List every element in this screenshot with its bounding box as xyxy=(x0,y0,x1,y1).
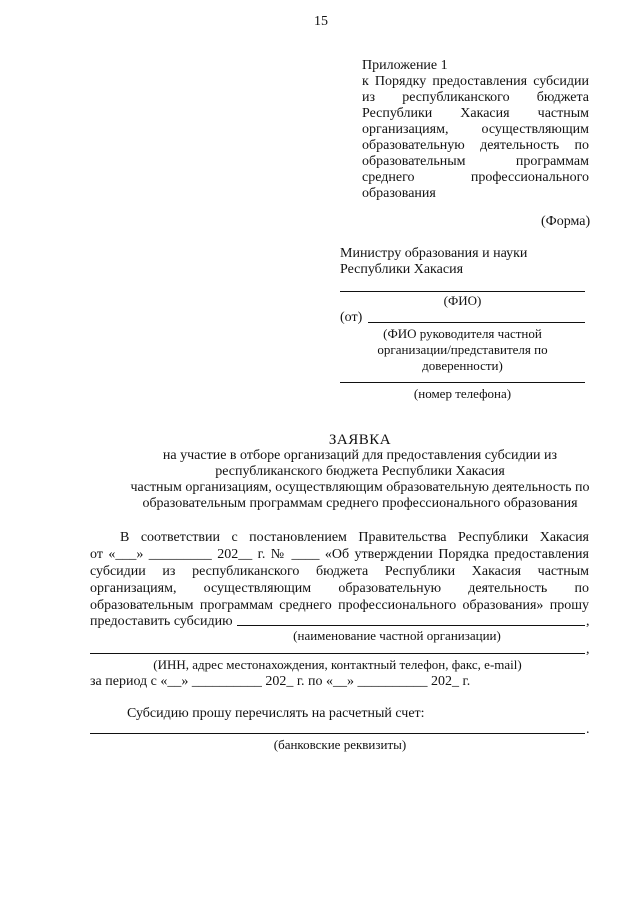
comma: , xyxy=(586,642,590,657)
grant-prefix: предоставить субсидию xyxy=(90,614,233,629)
subtitle-line: республиканского бюджета Республики Хакасия xyxy=(215,464,505,479)
appendix-line: к Порядку предоставления субсидии xyxy=(362,74,589,89)
appendix-line: Республики Хакасия частным xyxy=(362,106,589,121)
body-line: образовательным программам среднего профессионального образования» прошу xyxy=(90,598,589,613)
from-prefix: (от) xyxy=(340,310,363,325)
fio-field-line xyxy=(340,291,585,292)
from-field-line xyxy=(368,322,585,323)
org-name-field-line xyxy=(237,625,585,626)
period-line: за период с «__» __________ 202_ г. по «__» __________ 202_ г. xyxy=(90,674,471,689)
document-title: ЗАЯВКА xyxy=(328,432,392,448)
account-line: Субсидию прошу перечислять на расчетный счет: xyxy=(127,706,425,721)
from-caption: (ФИО руководителя частной xyxy=(383,326,542,341)
body-line: субсидии из республиканского бюджета Республики Хакасия частным xyxy=(90,564,589,579)
appendix-line: среднего профессионального xyxy=(362,170,589,185)
phone-caption: (номер телефона) xyxy=(413,386,512,401)
body-line: организациям, осуществляющим образовательную деятельность по xyxy=(90,581,589,596)
subtitle-line: на участие в отборе организаций для предоставления субсидии из xyxy=(162,448,558,463)
subtitle-line: образовательным программам среднего профессионального образования xyxy=(142,496,578,511)
fio-caption: (ФИО) xyxy=(443,293,482,308)
body-line: В соответствии с постановлением Правительства Республики Хакасия xyxy=(120,530,589,545)
appendix-line: образования xyxy=(362,186,436,201)
body-line: от «___» _________ 202__ г. № ____ «Об утверждении Порядка предоставления xyxy=(90,547,589,562)
from-caption: доверенности) xyxy=(422,358,503,373)
page-number: 15 xyxy=(314,14,328,29)
appendix-line: из республиканского бюджета xyxy=(362,90,589,105)
appendix-line: организациям, осуществляющим xyxy=(362,122,589,137)
bank-field-line xyxy=(90,733,585,734)
bank-caption: (банковские реквизиты) xyxy=(273,737,407,752)
addressee-line: Министру образования и науки xyxy=(340,246,528,261)
subtitle-line: частным организациям, осуществляющим образовательную деятельность по xyxy=(130,480,590,495)
comma: , xyxy=(586,614,590,629)
org-details-field-line xyxy=(90,653,585,654)
org-caption: (наименование частной организации) xyxy=(293,628,501,643)
phone-field-line xyxy=(340,382,585,383)
addressee-line: Республики Хакасия xyxy=(340,262,464,277)
appendix-line: образовательным программам xyxy=(362,154,589,169)
appendix-line: образовательную деятельность по xyxy=(362,138,589,153)
form-label: (Форма) xyxy=(541,214,591,229)
appendix-title: Приложение 1 xyxy=(362,58,448,73)
from-caption: организации/представителя по xyxy=(377,342,548,357)
period-end: . xyxy=(586,722,590,737)
inn-caption: (ИНН, адрес местонахождения, контактный телефон, факс, e-mail) xyxy=(153,657,522,672)
